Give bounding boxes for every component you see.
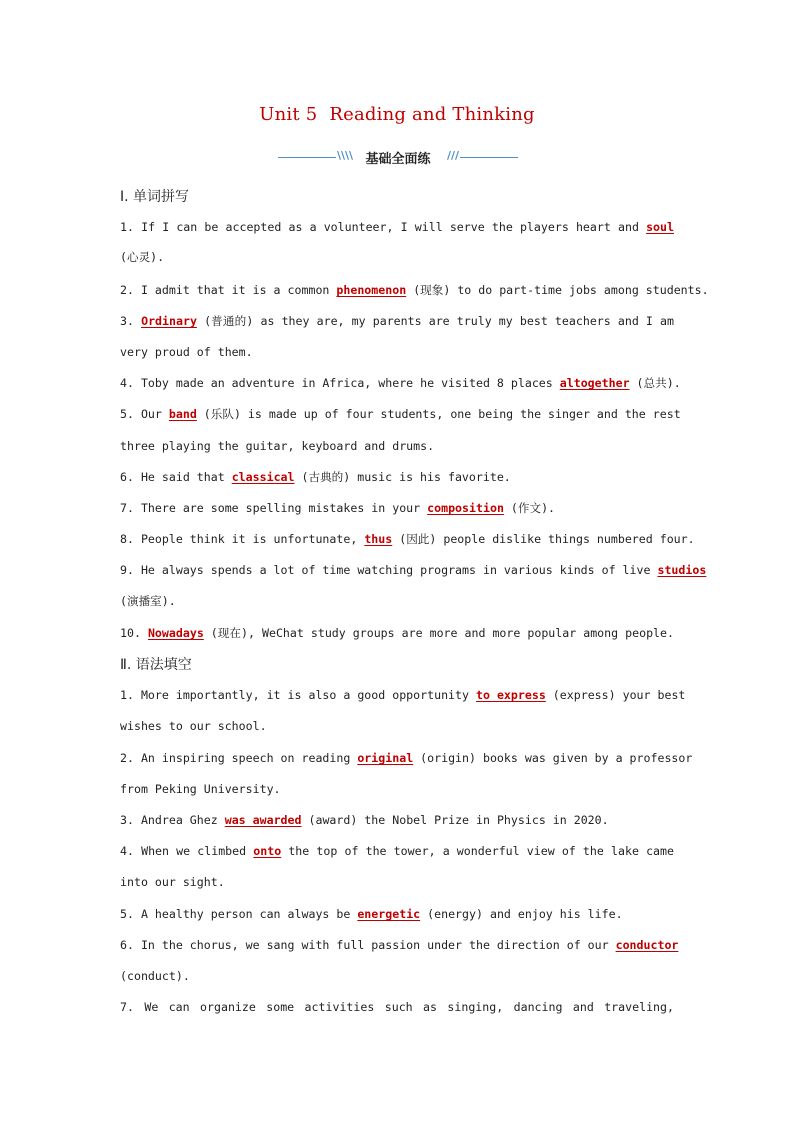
answer: to express bbox=[476, 688, 546, 702]
exercise-line: 9. He always spends a lot of time watching programs in various kinds of live studios bbox=[120, 563, 707, 577]
answer: studios bbox=[657, 563, 707, 577]
exercise-line: 5. Our band (乐队) is made up of four students, one being the singer and the rest bbox=[120, 407, 681, 421]
exercise-line: 7. We can organize some activities such as singing, dancing and traveling, bbox=[120, 1000, 674, 1014]
answer: original bbox=[357, 751, 414, 765]
answer: phenomenon bbox=[336, 283, 407, 297]
answer: was awarded bbox=[224, 813, 302, 827]
answer: onto bbox=[253, 844, 282, 858]
exercise-line: 4. Toby made an adventure in Africa, where he visited 8 places altogether (总共). bbox=[120, 376, 681, 390]
answer: Nowadays bbox=[147, 626, 204, 640]
answer: soul bbox=[646, 220, 674, 234]
exercise-line: 10. Nowadays (现在), WeChat study groups are more and more popular among people. bbox=[120, 626, 674, 640]
banner-left-line bbox=[278, 157, 336, 158]
answer: conductor bbox=[615, 938, 679, 952]
section-heading-1: Ⅰ. 单词拼写 bbox=[120, 189, 190, 205]
page-title bbox=[0, 104, 794, 125]
section-heading-2: Ⅱ. 语法填空 bbox=[120, 657, 192, 673]
exercise-line: 8. People think it is unfortunate, thus (因此) people dislike things numbered four. bbox=[120, 532, 695, 546]
exercise-line: 3. Ordinary (普通的) as they are, my parents are truly my best teachers and I am bbox=[120, 314, 674, 328]
banner-left-deco: \\\\ bbox=[337, 149, 354, 162]
exercise-line: 2. I admit that it is a common phenomenon (现象) to do part-time jobs among students. bbox=[120, 283, 709, 297]
answer: thus bbox=[364, 532, 393, 546]
exercise-line: (心灵). bbox=[120, 250, 165, 264]
exercise-line: from Peking University. bbox=[120, 782, 281, 796]
exercise-line: 2. An inspiring speech on reading original (origin) books was given by a professor bbox=[120, 751, 693, 765]
exercise-line: 6. He said that classical (古典的) music is his favorite. bbox=[120, 470, 511, 484]
exercise-line: wishes to our school. bbox=[120, 719, 267, 733]
exercise-line: 1. If I can be accepted as a volunteer, I will serve the players heart and soul bbox=[120, 220, 674, 234]
answer: classical bbox=[231, 470, 295, 484]
exercise-line: 5. A healthy person can always be energetic (energy) and enjoy his life. bbox=[120, 907, 623, 921]
answer: Ordinary bbox=[141, 314, 197, 328]
exercise-line: 7. There are some spelling mistakes in your composition (作文). bbox=[120, 501, 556, 515]
exercise-line: three playing the guitar, keyboard and drums. bbox=[120, 439, 435, 453]
title-unit: Unit 5 bbox=[259, 104, 318, 125]
answer: altogether bbox=[559, 376, 630, 390]
answer: band bbox=[168, 407, 197, 421]
banner-right-line bbox=[460, 157, 518, 158]
title-subtitle: Reading and Thinking bbox=[329, 104, 535, 125]
exercise-line: (conduct). bbox=[120, 969, 190, 983]
exercise-line: into our sight. bbox=[120, 875, 225, 889]
exercise-line: 1. More importantly, it is also a good opportunity to express (express) your best bbox=[120, 688, 686, 702]
exercise-line: 3. Andrea Ghez was awarded (award) the Nobel Prize in Physics in 2020. bbox=[120, 813, 609, 827]
answer: energetic bbox=[357, 907, 421, 921]
answer: composition bbox=[427, 501, 504, 515]
exercise-line: 6. In the chorus, we sang with full passion under the direction of our conductor bbox=[120, 938, 679, 952]
exercise-line: 4. When we climbed onto the top of the tower, a wonderful view of the lake came bbox=[120, 844, 674, 858]
banner-text: 基础全面练 bbox=[365, 152, 431, 167]
section-banner bbox=[278, 147, 518, 169]
exercise-line: (演播室). bbox=[120, 594, 176, 608]
banner-right-deco: /// bbox=[446, 149, 459, 162]
exercise-line: very proud of them. bbox=[120, 345, 253, 359]
